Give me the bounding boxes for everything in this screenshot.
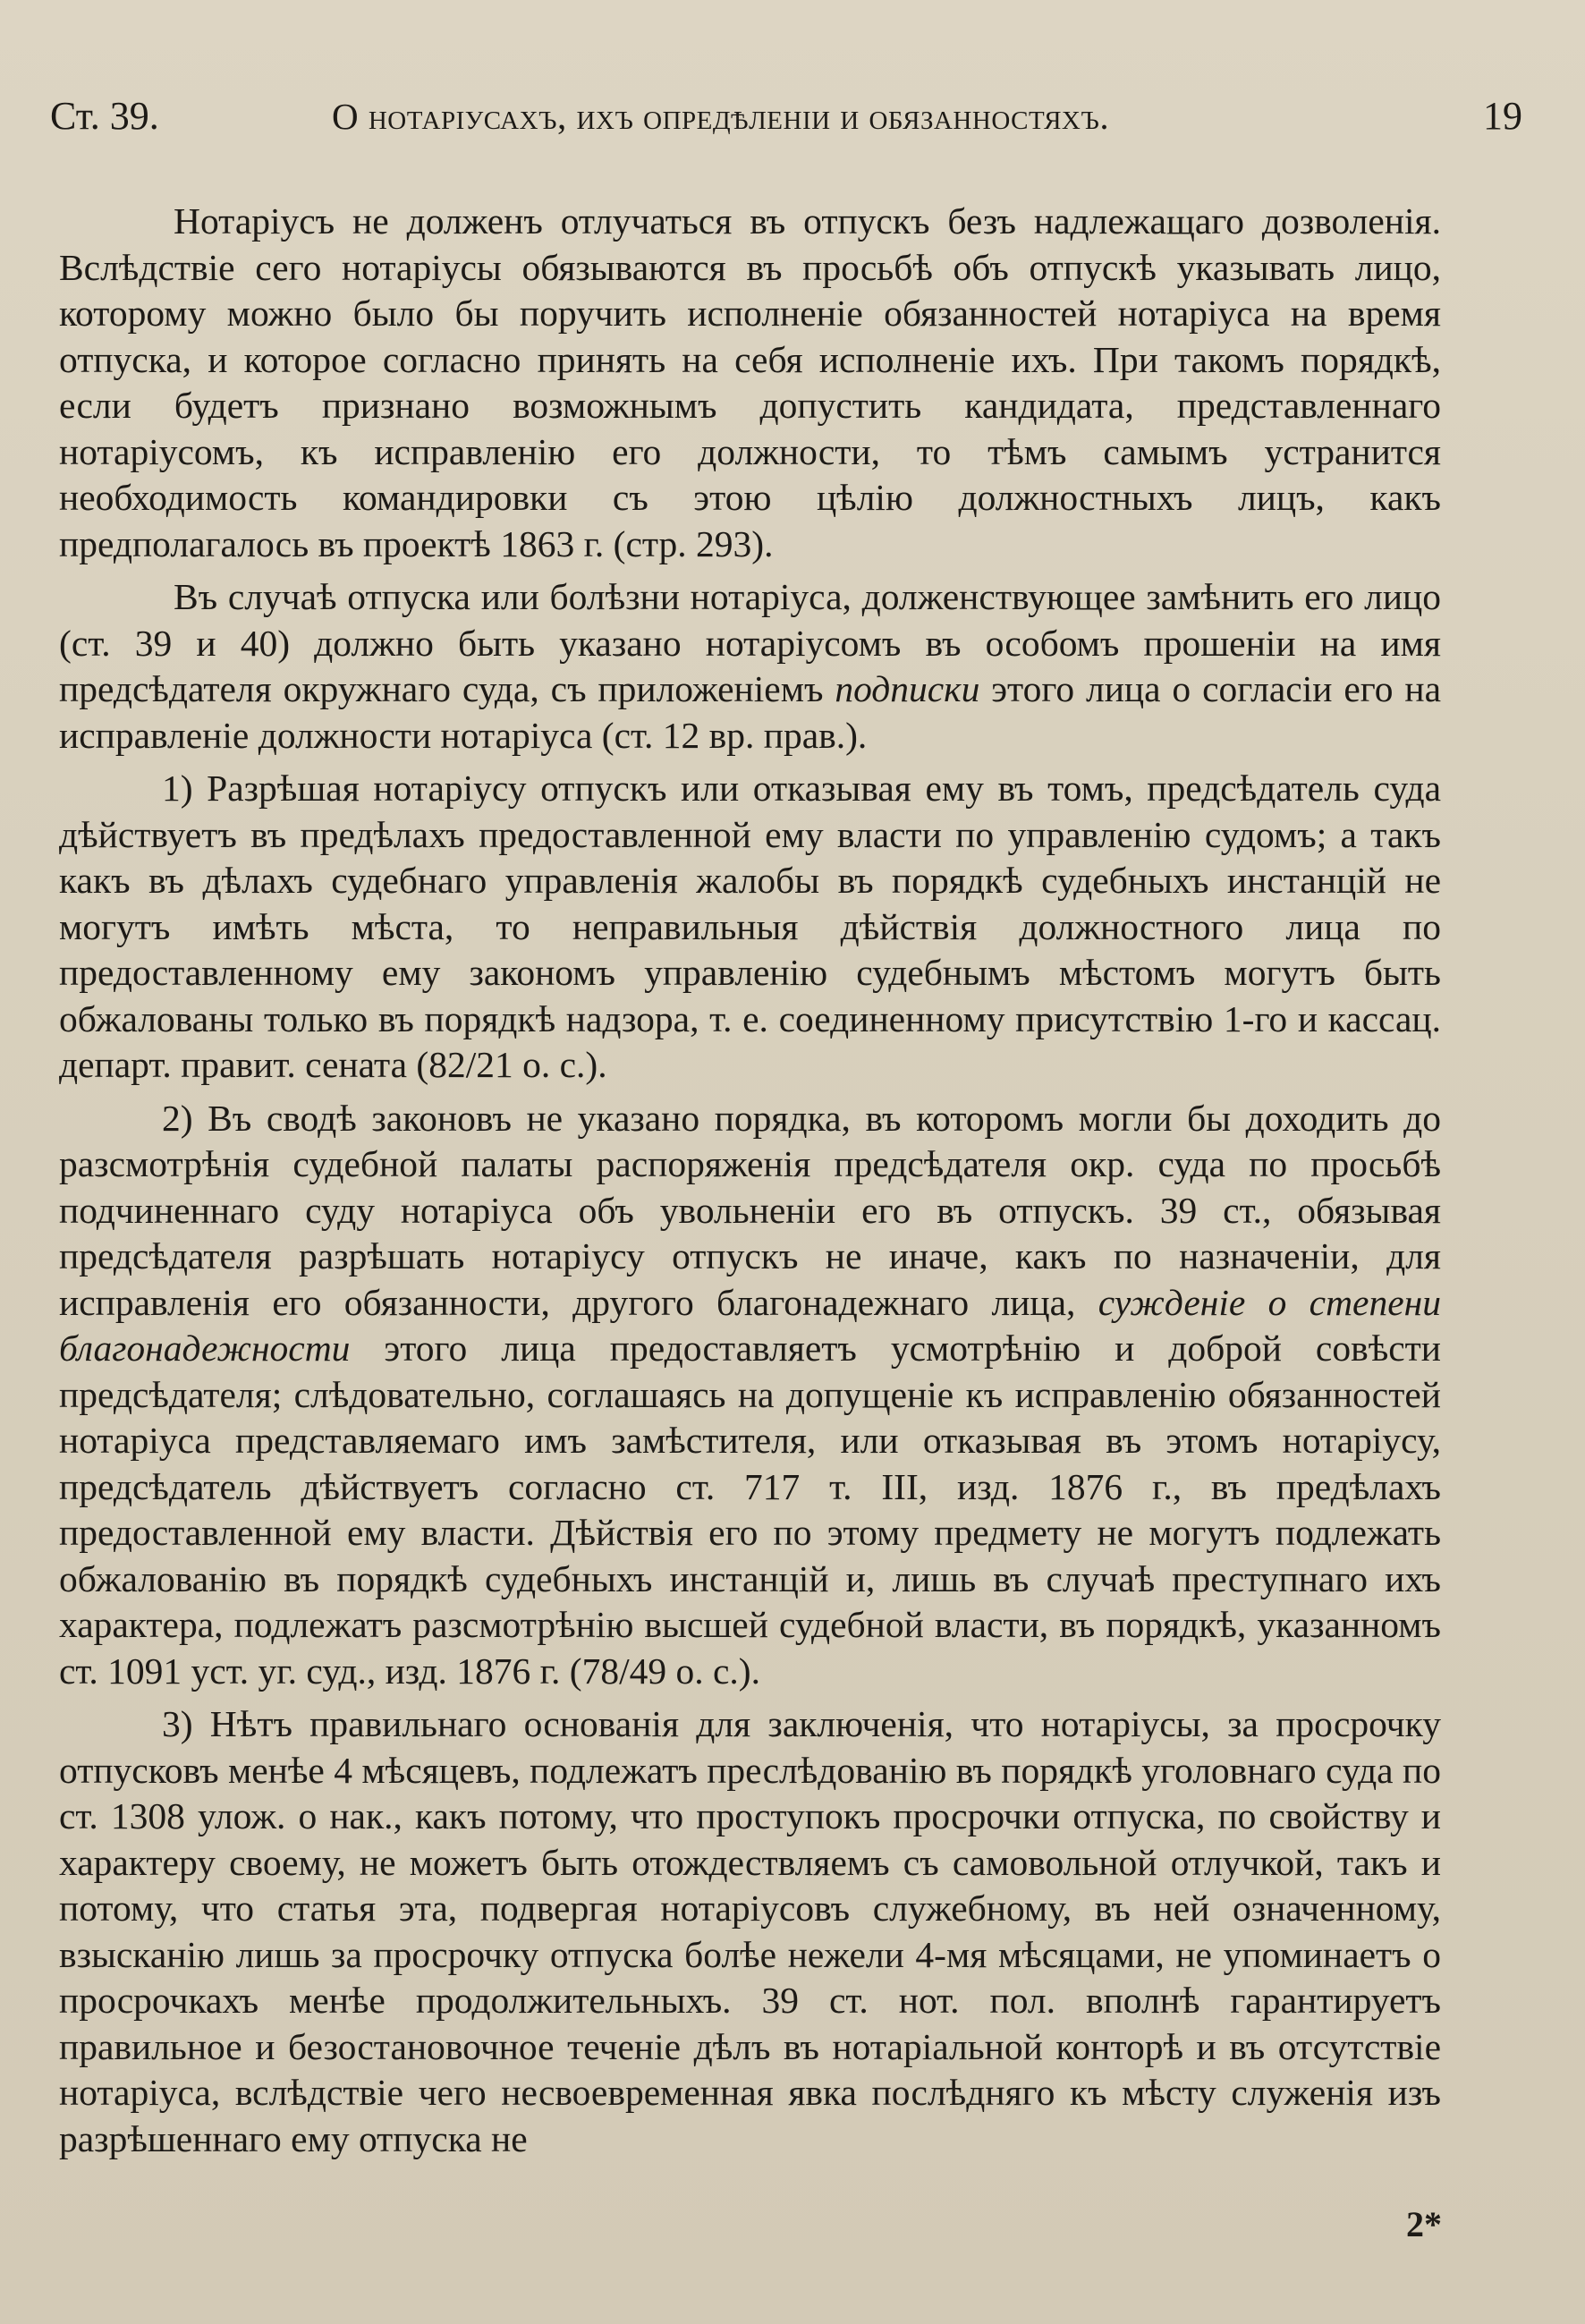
note-paragraph: [59, 1701, 1441, 2162]
running-title: О нотаріусахъ, ихъ опредѣленіи и обязанностяхъ.: [332, 96, 1110, 137]
text-segment: этого лица о согласіи его на исправленіе должности нотаріуса (ст. 12 вр. прав.).: [59, 668, 1441, 756]
page-body: [59, 199, 1441, 2169]
running-header: [50, 93, 1522, 147]
text-segment: Нотаріусъ не долженъ отлучаться въ отпускъ безъ надлежащаго дозволенія. Вслѣдствіе сего нотаріусы обязываются въ просьбѣ объ отпускѣ указывать лицо, которому можно было бы поручить исполненіе обязанностей нотаріуса на время отпуска, и которое согласно принять на себя исполненіе ихъ. При такомъ порядкѣ, если будетъ признано возможнымъ допустить кандидата, представленнаго нотаріусомъ, къ исправленію его должности, то тѣмъ самымъ устранится необходимость командировки съ этою цѣлію должностныхъ лицъ, какъ предполагалось въ проектѣ 1863 г. (стр. 293).: [59, 200, 1441, 564]
text-segment: 2) Въ сводѣ законовъ не указано порядка, въ которомъ могли бы доходить до разсмотрѣнія судебной палаты распоряженія предсѣдателя окр. суда по просьбѣ подчиненнаго суду нотаріуса объ увольненіи его въ отпускъ. 39 ст., обязывая предсѣдателя разрѣшать нотаріусу отпускъ не иначе, какъ по назначеніи, для исправленія его обязанности, другого благонадежнаго лица,: [59, 1097, 1441, 1323]
italic-emphasis: сужденіе о степени благонадежности: [59, 1281, 1441, 1369]
text-segment: этого лица предоставляетъ усмотрѣнію и доброй совѣсти предсѣдателя; слѣдовательно, соглашаясь на допущеніе къ исправленію обязанностей нотаріуса представляемаго имъ замѣстителя, или отказывая въ этомъ нотаріусу, предсѣдатель дѣйствуетъ согласно ст. 717 т. III, изд. 1876 г., въ предѣлахъ предоставленной ему власти. Дѣйствія его по этому предмету не могутъ подлежать обжалованію въ порядкѣ судебныхъ инстанцій и, лишь въ случаѣ преступнаго ихъ характера, подлежатъ разсмотрѣнію высшей судебной власти, въ порядкѣ, указанномъ ст. 1091 уст. уг. суд., изд. 1876 г. (78/49 о. с.).: [59, 1327, 1441, 1692]
body-paragraph: [59, 574, 1441, 759]
text-segment: Въ случаѣ отпуска или болѣзни нотаріуса, долженствующее замѣнить его лицо (ст. 39 и 40) должно быть указано нотаріусомъ въ особомъ прошеніи на имя предсѣдателя окружнаго суда, съ приложеніемъ: [59, 576, 1441, 709]
page-number: 19: [1483, 94, 1522, 138]
article-number: Ст. 39.: [50, 94, 159, 138]
text-segment: 1) Разрѣшая нотаріусу отпускъ или отказывая ему въ томъ, предсѣдатель суда дѣйствуетъ въ предѣлахъ предоставленной ему власти по управленію судомъ; а такъ какъ въ дѣлахъ судебнаго управленія жалобы въ порядкѣ судебныхъ инстанцій не могутъ имѣть мѣста, то неправильныя дѣйствія должностного лица по предоставленному ему закономъ управленію судебнымъ мѣстомъ могутъ быть обжалованы только въ порядкѣ надзора, т. е. соединенному присутствію 1-го и кассац. департ. правит. сената (82/21 о. с.).: [59, 768, 1441, 1085]
note-paragraph: [59, 1096, 1441, 1695]
note-paragraph: [59, 766, 1441, 1089]
body-paragraph: [59, 199, 1441, 567]
text-segment: 3) Нѣтъ правильнаго основанія для заключенія, что нотаріусы, за просрочку отпусковъ менѣе 4 мѣсяцевъ, подлежатъ преслѣдованію въ порядкѣ уголовнаго суда по ст. 1308 улож. о нак., какъ потому, что проступокъ просрочки отпуска, по свойству и характеру своему, не можетъ быть отождествляемъ съ самовольной отлучкой, такъ и потому, что статья эта, подвергая нотаріусовъ служебному, въ ней означенному, взысканію лишь за просрочку отпуска болѣе нежели 4-мя мѣсяцами, не упоминаетъ о просрочкахъ менѣе продолжительныхъ. 39 ст. нот. пол. вполнѣ гарантируетъ правильное и безостановочное теченіе дѣлъ въ нотаріальной конторѣ и въ отсутствіе нотаріуса, вслѣдствіе чего несвоевременная явка послѣдняго къ мѣсту служенія изъ разрѣшеннаго ему отпуска не: [59, 1703, 1441, 2159]
italic-emphasis: подписки: [835, 668, 980, 709]
signature-mark: 2*: [1406, 2204, 1442, 2244]
